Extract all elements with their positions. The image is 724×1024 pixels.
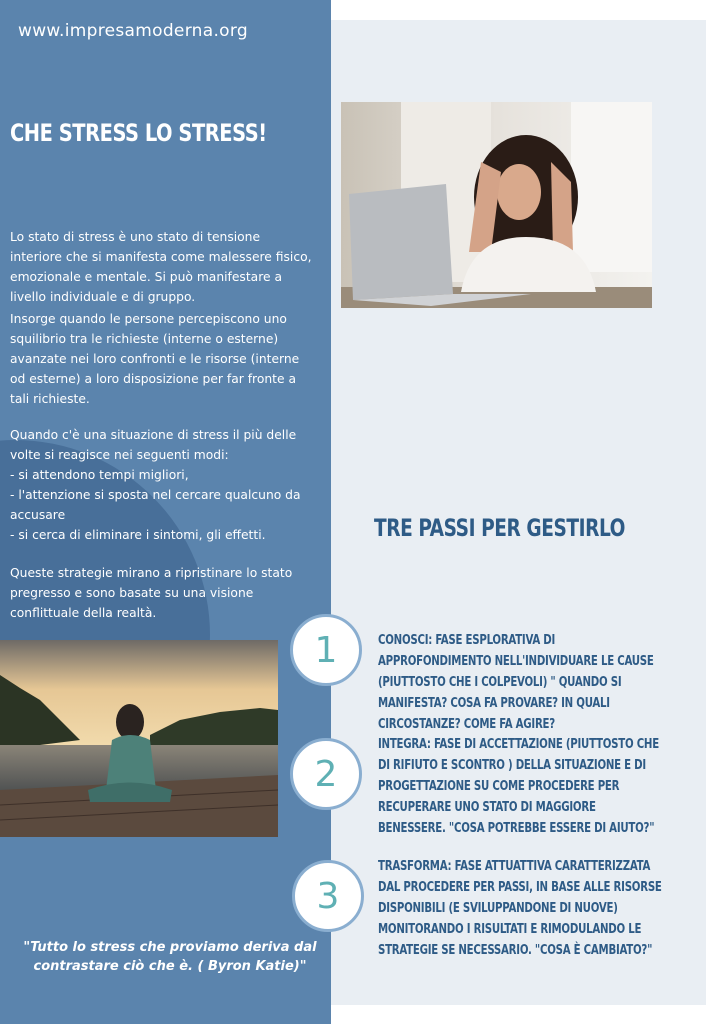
- strategies-paragraph: Queste strategie mirano a ripristinare lo stato pregresso e sono basate su una visione conflittuale della realtà.: [10, 566, 293, 620]
- step-1-circle: [290, 614, 362, 686]
- step-1-text: CONOSCI: FASE ESPLORATIVA DI APPROFONDIMENTO NELL'INDIVIDUARE LE CAUSE (PIUTTOSTO CHE I COLPEVOLI) " QUANDO SI MANIFESTA? COSA FA PROVARE? IN QUALI CIRCOSTANZE? COME FA AGIRE?: [378, 632, 654, 732]
- step-3-circle: [292, 860, 364, 932]
- meditation-photo: [0, 640, 278, 837]
- byron-katie-quote: "Tutto lo stress che proviamo deriva dal contrastare ciò che è. ( Byron Katie)": [23, 940, 317, 974]
- intro-paragraph: Lo stato di stress è uno stato di tensione interiore che si manifesta come malessere fisico, emozionale e mentale. Si può manifestare a livello individuale e di gruppo.: [10, 230, 312, 304]
- step-3-text: TRASFORMA: FASE ATTUATTIVA CARATTERIZZATA DAL PROCEDERE PER PASSI, IN BASE ALLE RISORSE DISPONIBILI (E SVILUPPANDONE DI NUOVE) MONITORANDO I RISULTATI E RIMODULANDO LE STRATEGIE SE NECESSARIO. "COSA È CAMBIATO?": [378, 858, 662, 958]
- cause-paragraph: Insorge quando le persone percepiscono uno squilibrio tra le richieste (interne o esterne) avanzate nei loro confronti e le risorse (interne od esterne) a loro disposizione per far fronte a tali richieste.: [10, 312, 300, 406]
- step-2-number: 2: [314, 753, 338, 795]
- step-2-text: INTEGRA: FASE DI ACCETTAZIONE (PIUTTOSTO CHE DI RIFIUTO E SCONTRO ) DELLA SITUAZIONE E DI PROGETTAZIONE SU COME PROCEDERE PER RECUPERARE UNO STATO DI MAGGIORE BENESSERE. "COSA POTREBBE ESSERE DI AIUTO?": [378, 736, 659, 836]
- section-title: TRE PASSI PER GESTIRLO: [374, 514, 626, 542]
- page-title: CHE STRESS LO STRESS!: [10, 119, 267, 147]
- step-1-number: 1: [314, 629, 338, 671]
- step-2-circle: [290, 738, 362, 810]
- reactions-paragraph: Quando c'è una situazione di stress il più delle volte si reagisce nei seguenti modi: - si attendono tempi migliori, - l'attenzione si sposta nel cercare qualcuno da accusare - si cerca di eliminare i sintomi, gli effetti.: [10, 428, 301, 542]
- stressed-woman-photo: [341, 102, 652, 308]
- step-3-number: 3: [316, 875, 340, 917]
- website-url: www.impresamoderna.org: [18, 21, 248, 41]
